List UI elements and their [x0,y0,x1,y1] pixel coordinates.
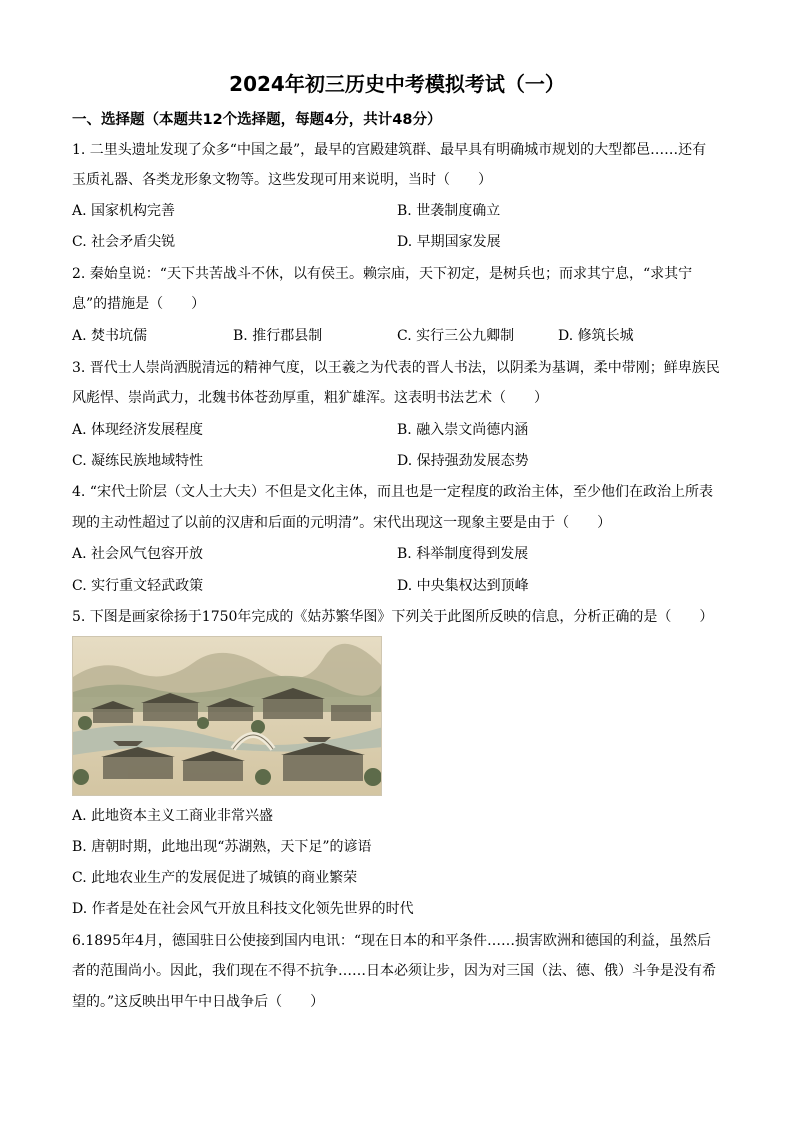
question-2-option-b[interactable]: B. 推行郡县制 [233,328,323,344]
question-3-option-d[interactable]: D. 保持强劲发展态势 [397,453,529,469]
question-1-option-b[interactable]: B. 世袭制度确立 [397,203,501,219]
question-1-option-c[interactable]: C. 社会矛盾尖锐 [72,234,176,250]
section-heading: 一、选择题（本题共12个选择题，每题4分，共计48分） [72,112,442,128]
question-3-option-c[interactable]: C. 凝练民族地域特性 [72,453,204,469]
question-2-option-c[interactable]: C. 实行三公九卿制 [397,328,515,344]
question-3-line-2: 风彪悍、崇尚武力，北魏书体苍劲厚重，粗犷雄浑。这表明书法艺术（ ） [72,390,548,406]
question-4-line-2: 现的主动性超过了以前的汉唐和后面的元明清”。宋代出现这一现象主要是由于（ ） [72,515,612,531]
question-1-option-a[interactable]: A. 国家机构完善 [72,203,176,219]
question-6-line-2: 者的范围尚小。因此，我们现在不得不抗争……日本必须让步，因为对三国（法、德、俄）斗争是没有希 [72,963,716,979]
question-4-option-a[interactable]: A. 社会风气包容开放 [72,546,204,562]
question-1-option-d[interactable]: D. 早期国家发展 [397,234,501,250]
question-1-line-1: 1. 二里头遗址发现了众多“中国之最”，最早的宫殿建筑群、最早具有明确城市规划的大型都邑……还有 [72,142,707,158]
question-5-option-b[interactable]: B. 唐朝时期，此地出现“苏湖熟，天下足”的谚语 [72,839,372,855]
page-title: 2024年初三历史中考模拟考试（一） [229,72,565,96]
question-5-line-1: 5. 下图是画家徐扬于1750年完成的《姑苏繁华图》下列关于此图所反映的信息，分析正确的是（ ） [72,609,714,625]
question-2-line-2: 息”的措施是（ ） [72,296,206,312]
gusu-painting-image [72,636,382,796]
question-3-line-1: 3. 晋代士人崇尚洒脱清远的精神气度，以王羲之为代表的晋人书法，以阴柔为基调，柔中带刚；鲜卑族民 [72,360,720,376]
question-5-option-c[interactable]: C. 此地农业生产的发展促进了城镇的商业繁荣 [72,870,358,886]
question-4-option-d[interactable]: D. 中央集权达到顶峰 [397,578,529,594]
question-4-option-b[interactable]: B. 科举制度得到发展 [397,546,529,562]
question-2-option-d[interactable]: D. 修筑长城 [558,328,634,344]
question-1-line-2: 玉质礼器、各类龙形象文物等。这些发现可用来说明，当时（ ） [72,172,492,188]
question-5-option-d[interactable]: D. 作者是处在社会风气开放且科技文化领先世界的时代 [72,901,414,917]
question-3-option-a[interactable]: A. 体现经济发展程度 [72,422,204,438]
question-6-line-1: 6.1895年4月，德国驻日公使接到国内电讯：“现在日本的和平条件……损害欧洲和德国的利益，虽然后 [72,933,712,949]
question-3-option-b[interactable]: B. 融入崇文尚德内涵 [397,422,529,438]
question-6-line-3: 望的。”这反映出甲午中日战争后（ ） [72,994,325,1010]
question-4-option-c[interactable]: C. 实行重文轻武政策 [72,578,204,594]
question-4-line-1: 4. “宋代士阶层（文人士大夫）不但是文化主体，而且也是一定程度的政治主体，至少他们在政治上所表 [72,484,713,500]
question-2-line-1: 2. 秦始皇说：“天下共苦战斗不休，以有侯王。赖宗庙，天下初定，是树兵也；而求其宁息，“求其宁 [72,266,693,282]
question-5-option-a[interactable]: A. 此地资本主义工商业非常兴盛 [72,808,274,824]
question-2-option-a[interactable]: A. 焚书坑儒 [72,328,148,344]
